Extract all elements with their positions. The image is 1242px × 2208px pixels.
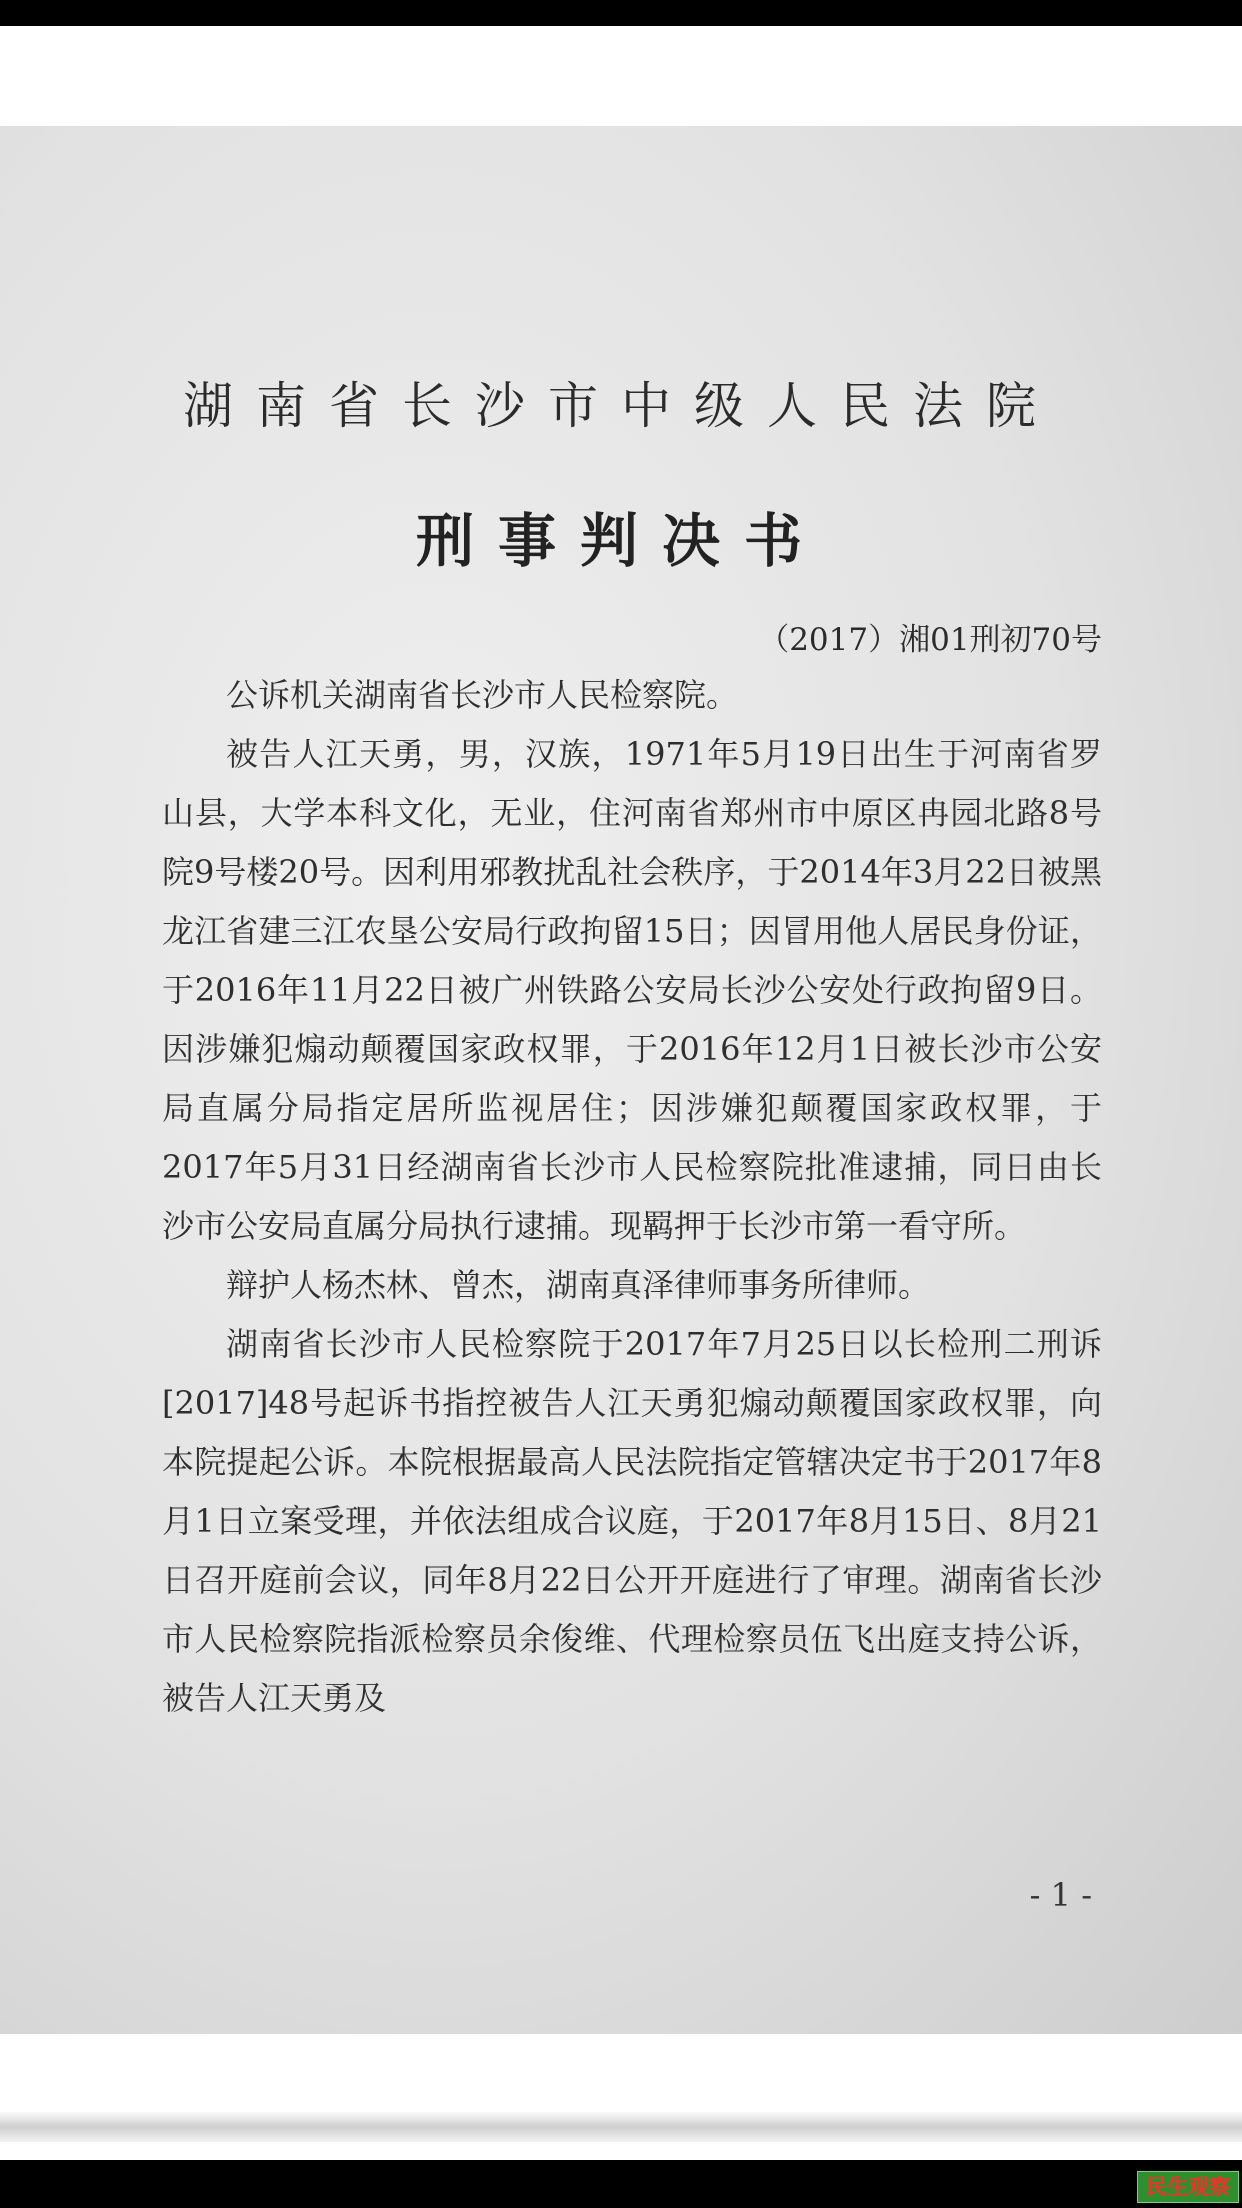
paragraph: 公诉机关湖南省长沙市人民检察院。 — [226, 676, 739, 714]
court-name: 湖南省长沙市中级人民法院 — [183, 377, 1059, 435]
paragraph: 辩护人杨杰林、曾杰，湖南真泽律师事务所律师。 — [226, 1266, 931, 1304]
page-number: - 1 - — [1029, 1876, 1092, 1914]
top-bar — [0, 0, 1242, 26]
body-text — [162, 666, 1102, 1728]
document-title: 刑事判决书 — [415, 507, 826, 575]
paragraph: 被告人江天勇，男，汉族，1971年5月19日出生于河南省罗山县，大学本科文化，无业，住河南省郑州市中原区冉园北路8号院9号楼20号。因利用邪教扰乱社会秩序，于2014年3月22日被黑龙江省建三江农垦公安局行政拘留15日；因冒用他人居民身份证，于2016年11月22日被广州铁路公安局长沙公安处行政拘留9日。因涉嫌犯煽动颠覆国家政权罪，于2016年12月1日被长沙市公安局直属分局指定居所监视居住；因涉嫌犯颠覆国家政权罪，于2017年5月31日经湖南省长沙市人民检察院批准逮捕，同日由长沙市公安局直属分局执行逮捕。现羁押于长沙市第一看守所。 — [162, 735, 1102, 1245]
case-number: （2017）湘01刑初70号 — [758, 622, 1102, 658]
paragraph: 湖南省长沙市人民检察院于2017年7月25日以长检刑二刑诉[2017]48号起诉书指控被告人江天勇犯煽动颠覆国家政权罪，向本院提起公诉。本院根据最高人民法院指定管辖决定书于2017年8月1日立案受理，并依法组成合议庭，于2017年8月15日、8月21日召开庭前会议，同年8月22日公开开庭进行了审理。湖南省长沙市人民检察院指派检察员余俊维、代理检察员伍飞出庭支持公诉，被告人江天勇及 — [162, 1325, 1102, 1717]
bottom-bar — [0, 2160, 1242, 2208]
watermark-badge: 民生观察 — [1137, 2171, 1239, 2203]
second-page-edge — [0, 2112, 1242, 2142]
document-page — [0, 126, 1242, 2034]
